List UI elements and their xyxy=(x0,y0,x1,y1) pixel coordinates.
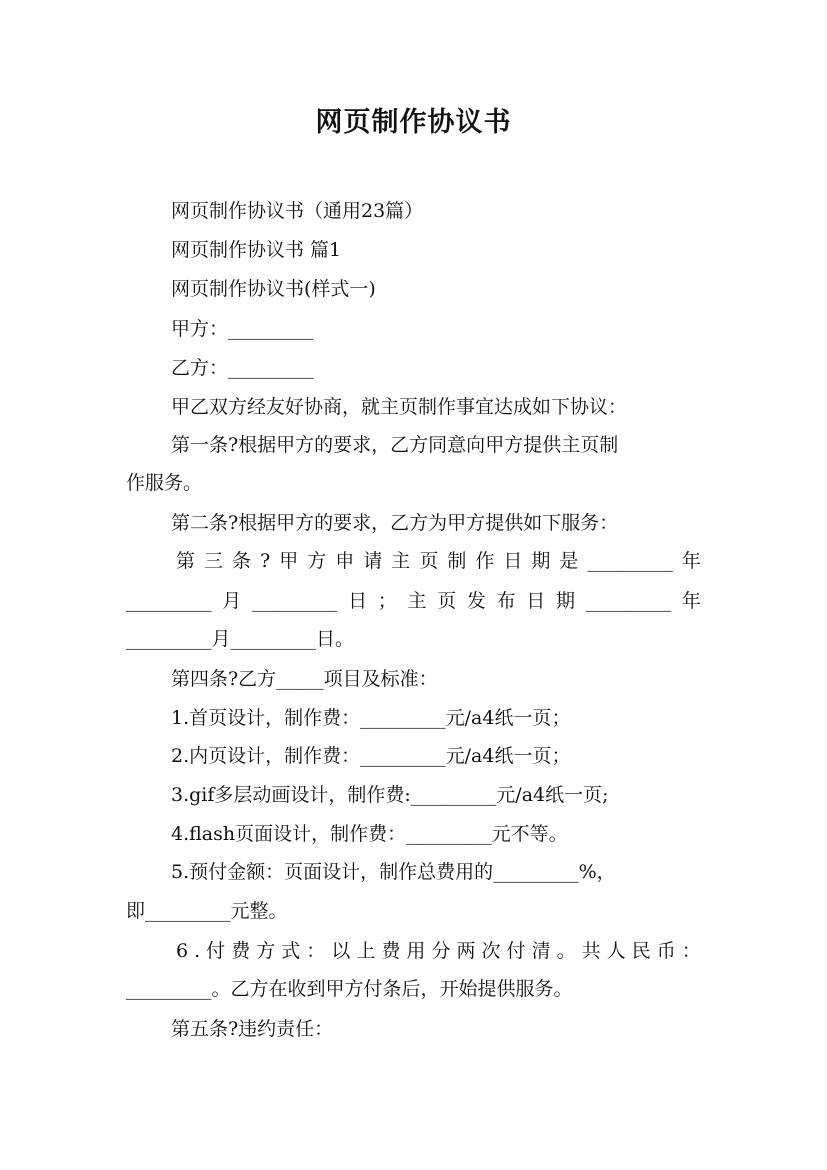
doc-line: 作服务。 xyxy=(126,472,203,494)
doc-char: 费 xyxy=(381,940,401,962)
doc-char: 。 xyxy=(556,940,576,962)
doc-line: 网页制作协议书(样式一) xyxy=(171,278,376,300)
doc-char: _________ xyxy=(585,590,672,612)
doc-char: _________ xyxy=(587,550,673,572)
doc-char: ： xyxy=(306,940,326,962)
doc-char: _________ xyxy=(251,590,338,612)
doc-char: 主 xyxy=(391,550,411,572)
doc-char: 6 xyxy=(176,940,189,962)
doc-char: 方 xyxy=(256,940,276,962)
doc-line: 网页制作协议书 篇1 xyxy=(171,239,342,261)
doc-line: 5.预付金额：页面设计，制作总费用的_________%， xyxy=(171,861,616,883)
doc-line: 网页制作协议书（通用23篇） xyxy=(171,200,424,222)
doc-char: ； xyxy=(377,590,397,612)
doc-char: 三 xyxy=(204,550,224,572)
doc-line: 即_________元整。 xyxy=(126,900,288,922)
doc-char: 付 xyxy=(506,940,526,962)
doc-char: 上 xyxy=(356,940,376,962)
doc-char: 方 xyxy=(307,550,327,572)
doc-line-justified xyxy=(176,938,701,964)
doc-line: _________。乙方在收到甲方付条后，开始提供服务。 xyxy=(126,978,573,1000)
doc-line-justified xyxy=(126,588,701,614)
doc-char: 作 xyxy=(475,550,495,572)
doc-char: 用 xyxy=(406,940,426,962)
doc-line: 4.flash页面设计，制作费：_________元不等。 xyxy=(171,823,568,845)
doc-char: 次 xyxy=(481,940,501,962)
doc-line: 乙方：_________ xyxy=(171,357,314,379)
doc-char: 日 xyxy=(348,590,368,612)
doc-char: 年 xyxy=(681,550,701,572)
document-title: 网页制作协议书 xyxy=(315,107,512,138)
doc-char: 月 xyxy=(222,590,242,612)
doc-char: 付 xyxy=(206,940,226,962)
doc-char: 币 xyxy=(656,940,676,962)
doc-char: 日 xyxy=(526,590,546,612)
doc-line: 1.首页设计，制作费：_________元/a4纸一页； xyxy=(171,707,571,729)
doc-char: 页 xyxy=(419,550,439,572)
doc-char: 日 xyxy=(503,550,523,572)
doc-char: 申 xyxy=(335,550,355,572)
doc-char: 式 xyxy=(281,940,301,962)
doc-char: 以 xyxy=(331,940,351,962)
doc-char: 共 xyxy=(581,940,601,962)
doc-char: 年 xyxy=(681,590,701,612)
doc-line: 第二条?根据甲方的要求，乙方为甲方提供如下服务： xyxy=(171,512,619,534)
doc-line: 第五条?违约责任： xyxy=(171,1018,334,1040)
doc-line-justified xyxy=(176,548,701,574)
doc-char: . xyxy=(194,940,201,962)
doc-char: 期 xyxy=(531,550,551,572)
doc-line: _________月_________日。 xyxy=(126,628,355,650)
doc-char: 页 xyxy=(437,590,457,612)
doc-char: 请 xyxy=(363,550,383,572)
doc-char: 条 xyxy=(232,550,252,572)
doc-line: 3.gif多层动画设计，制作费:_________元/a4纸一页; xyxy=(171,784,609,806)
doc-char: 分 xyxy=(431,940,451,962)
doc-line: 第四条?乙方_____项目及标准： xyxy=(171,668,438,690)
doc-char: 期 xyxy=(556,590,576,612)
doc-line: 2.内页设计，制作费：_________元/a4纸一页； xyxy=(171,745,571,767)
doc-char: 是 xyxy=(559,550,579,572)
doc-char: ? xyxy=(260,550,271,572)
doc-char: 主 xyxy=(407,590,427,612)
doc-char: 民 xyxy=(631,940,651,962)
doc-char: 清 xyxy=(531,940,551,962)
doc-char: 甲 xyxy=(279,550,299,572)
doc-char: 人 xyxy=(606,940,626,962)
doc-char: 两 xyxy=(456,940,476,962)
doc-char: ： xyxy=(681,940,701,962)
doc-char: _________ xyxy=(126,590,212,612)
doc-char: 制 xyxy=(447,550,467,572)
doc-char: 布 xyxy=(496,590,516,612)
doc-char: 第 xyxy=(176,550,196,572)
doc-char: 费 xyxy=(231,940,251,962)
doc-char: 发 xyxy=(466,590,486,612)
doc-line: 甲乙双方经友好协商，就主页制作事宜达成如下协议： xyxy=(171,396,628,418)
doc-line: 第一条?根据甲方的要求，乙方同意向甲方提供主页制 xyxy=(171,434,619,456)
doc-line: 甲方：_________ xyxy=(171,318,314,340)
